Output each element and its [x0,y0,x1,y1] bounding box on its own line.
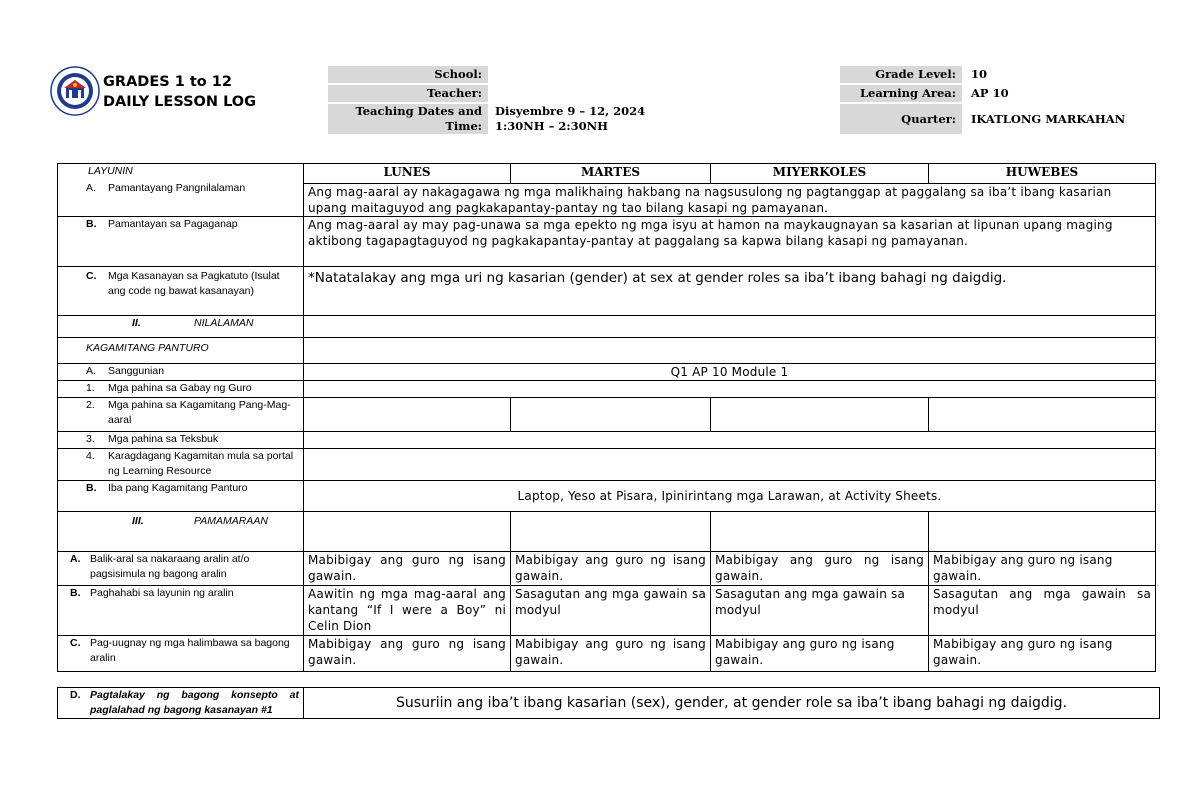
kagamitang-mag-aaral-cell [58,398,304,432]
pamantayang-pangnilalaman-value: Ang mag-aaral ay nakagagawa ng mga malikhaing hakbang na nagsusulong ng pagtanggap at paggalang sa iba’t ibang kasarian upang maitaguyod ang pagkakapantay-pantay ng tao bilang kasapi ng pamayanan. [304,184,1156,217]
nilalaman-value [304,316,1156,338]
kagamitang-mag-aaral-label: Mga pahina sa Kagamitang Pang-Mag-aaral [108,399,291,426]
pag-uugnay-lunes: Mabibigay ang guro ng isang gawain. [304,636,511,672]
table-row [58,481,1156,512]
iba-pang-kagamitan-cell [58,481,304,512]
pag-uugnay-martes: Mabibigay ang guro ng isang gawain. [511,636,711,672]
gabay-guro-value [304,381,1156,398]
table-row [58,512,1156,552]
pagtalakay-value: Susuriin ang iba’t ibang kasarian (sex), gender, at gender role sa iba’t ibang bahagi ng daigdig. [304,688,1160,719]
balik-aral-huwebes: Mabibigay ang guro ng isang gawain. [929,552,1156,586]
pamantayang-pangnilalaman-label: Pamantayang Pangnilalaman [108,182,246,194]
cell-martes [511,512,711,552]
table-row [58,432,1156,449]
item-4-number: 4. [86,450,95,462]
table-row [58,217,1156,267]
pagtalakay-letter: D. [70,689,81,701]
kasanayan-label: Mga Kasanayan sa Pagkatuto (Isulat ang code ng bawat kasanayan) [108,270,280,297]
table-row [58,338,1156,364]
table-row [58,316,1156,338]
balik-aral-letter: A. [70,553,81,565]
pamantayan-sa-pagaganap-cell [58,217,304,267]
title-line-1: GRADES 1 to 12 [103,74,232,90]
table-row [58,636,1156,672]
sanggunian-letter: A. [86,365,96,377]
table-row [58,552,1156,586]
layunin-label: LAYUNIN [88,165,133,177]
quarter-value: IKATLONG MARKAHAN [971,112,1126,126]
day-header-miyerkoles: MIYERKOLES [711,164,929,184]
kasanayan-value: *Natatalakay ang mga uri ng kasarian (gender) at sex at gender roles sa iba’t ibang bahagi ng daigdig. [304,267,1156,316]
learning-area-label: Learning Area: [840,85,962,102]
teacher-value [495,85,795,102]
iba-letter: B. [86,482,97,494]
kasanayan-cell [58,267,304,316]
ii-numeral: II. [132,317,141,329]
school-value [495,66,795,83]
school-label: School: [328,66,488,83]
table-row [58,364,1156,381]
item-3-number: 3. [86,433,95,445]
sanggunian-value: Q1 AP 10 Module 1 [304,364,1156,381]
table-row [58,449,1156,481]
pamamaraan-cell [58,512,304,552]
layunin-cell [58,164,304,217]
pagtalakay-cell [58,688,304,719]
sanggunian-cell [58,364,304,381]
teksbuk-value [304,432,1156,449]
pamantayan-sa-pagaganap-value: Ang mag-aaral ay may pag-unawa sa mga epekto ng mga isyu at hamon na maykaugnayan sa kasarian at lipunan upang maging aktibong tagapagtaguyod ng pagkakapantay-pantay at paggalang sa kapwa bilang kasapi ng pamayanan. [304,217,1156,267]
pag-uugnay-letter: C. [70,637,81,649]
dates-label-line1: Teaching Dates and [355,104,482,118]
gabay-guro-label: Mga pahina sa Gabay ng Guro [108,382,252,394]
table-row [58,381,1156,398]
cell-miyerkoles [711,398,929,432]
learning-area-value: AP 10 [971,86,1009,100]
learning-resource-label: Karagdagang Kagamitan mula sa portal ng Learning Resource [108,450,294,477]
teksbuk-cell [58,432,304,449]
dates-label [328,104,488,134]
teacher-label: Teacher: [328,85,488,102]
table-row [58,164,1156,184]
iba-pang-kagamitan-value: Laptop, Yeso at Pisara, Ipinirintang mga Larawan, at Activity Sheets. [304,481,1156,512]
day-header-martes: MARTES [511,164,711,184]
a-letter: A. [86,182,96,194]
paghahabi-huwebes: Sasagutan ang mga gawain sa modyul [929,586,1156,636]
paghahabi-miyerkoles: Sasagutan ang mga gawain sa modyul [711,586,929,636]
learning-resource-value [304,449,1156,481]
item-1-number: 1. [86,382,95,394]
day-header-lunes: LUNES [304,164,511,184]
b-letter: B. [86,218,97,230]
deped-seal-icon [50,66,100,116]
cell-huwebes [929,398,1156,432]
cell-huwebes [929,512,1156,552]
learning-resource-cell [58,449,304,481]
dates-value-line1: Disyembre 9 – 12, 2024 [495,104,646,118]
cell-martes [511,398,711,432]
table-row [58,398,1156,432]
kagamitang-panturo-value [304,338,1156,364]
balik-aral-cell [58,552,304,586]
grade-level-value: 10 [971,67,988,81]
pag-uugnay-cell [58,636,304,672]
sanggunian-label: Sanggunian [108,365,165,377]
balik-aral-lunes: Mabibigay ang guro ng isang gawain. [304,552,511,586]
cell-lunes [304,398,511,432]
dates-value-line2: 1:30NH – 2:30NH [495,119,609,133]
table-row [58,586,1156,636]
cell-lunes [304,512,511,552]
table-row [58,688,1160,719]
kagamitang-panturo-label: KAGAMITANG PANTURO [58,338,304,364]
pagtalakay-table [57,687,1160,719]
dates-label-line2: Time: [445,119,482,133]
quarter-label: Quarter: [840,104,962,134]
nilalaman-cell [58,316,304,338]
balik-aral-martes: Mabibigay ang guro ng isang gawain. [511,552,711,586]
pag-uugnay-huwebes: Mabibigay ang guro ng isang gawain. [929,636,1156,672]
paghahabi-letter: B. [70,587,81,599]
paghahabi-lunes: Aawitin ng mga mag-aaral ang kantang “If I were a Boy” ni Celin Dion [304,586,511,636]
grade-level-label: Grade Level: [840,66,962,83]
iii-numeral: III. [132,515,144,527]
pagtalakay-label: Pagtalakay ng bagong konsepto at paglalahad ng bagong kasanayan #1 [90,689,299,716]
teksbuk-label: Mga pahina sa Teksbuk [108,433,219,445]
gabay-guro-cell [58,381,304,398]
paghahabi-cell [58,586,304,636]
cell-miyerkoles [711,512,929,552]
pag-uugnay-miyerkoles: Mabibigay ang guro ng isang gawain. [711,636,929,672]
lesson-log-table [57,163,1156,672]
paghahabi-martes: Sasagutan ang mga gawain sa modyul [511,586,711,636]
c-letter: C. [86,270,97,282]
table-row [58,267,1156,316]
paghahabi-label: Paghahabi sa layunin ng aralin [90,587,234,599]
pamantayan-sa-pagaganap-label: Pamantayan sa Pagaganap [108,218,238,230]
pag-uugnay-label: Pag-uugnay ng mga halimbawa sa bagong aralin [90,637,290,664]
balik-aral-miyerkoles: Mabibigay ang guro ng isang gawain. [711,552,929,586]
nilalaman-label: NILALAMAN [194,317,254,329]
balik-aral-label: Balik-aral sa nakaraang aralin at/o pagsisimula ng bagong aralin [90,553,250,580]
day-header-huwebes: HUWEBES [929,164,1156,184]
dates-value [495,104,795,134]
item-2-number: 2. [86,399,95,411]
title-line-2: DAILY LESSON LOG [103,94,257,110]
iba-pang-kagamitan-label: Iba pang Kagamitang Panturo [108,482,248,494]
pamamaraan-label: PAMAMARAAN [194,515,268,527]
